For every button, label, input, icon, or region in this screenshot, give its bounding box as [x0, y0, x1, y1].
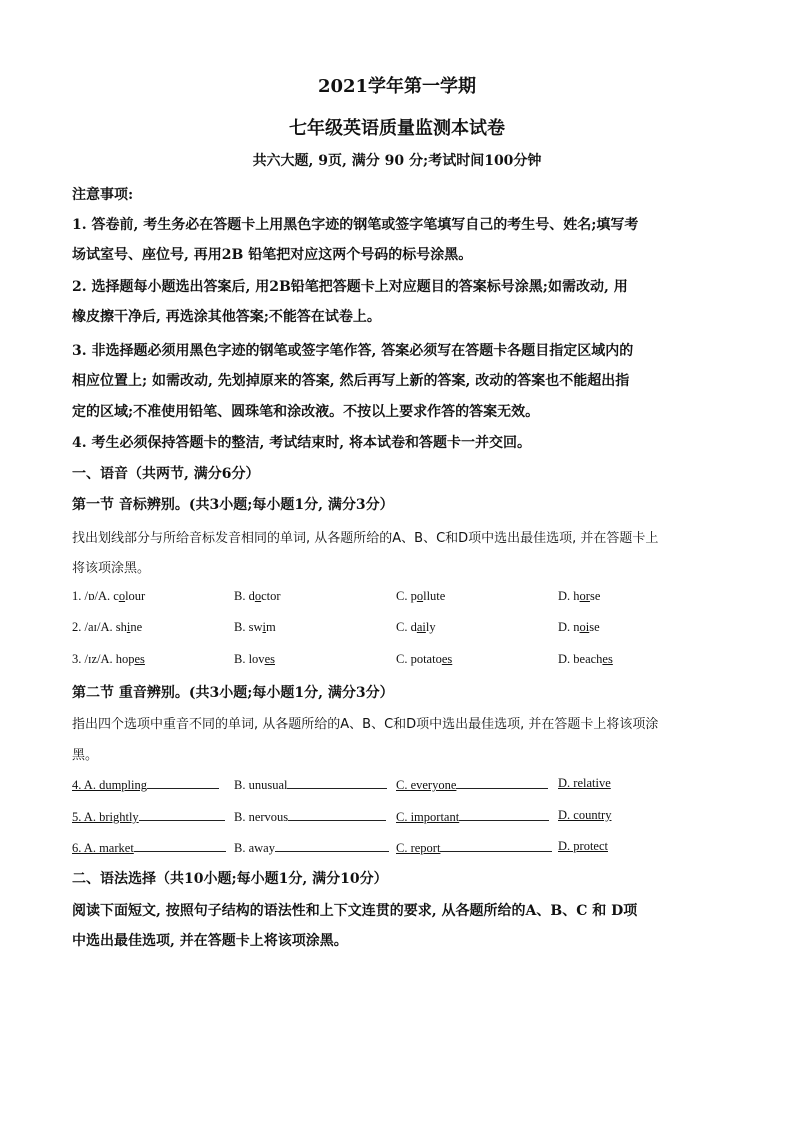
option-6a: 6. A. market — [72, 839, 226, 856]
section2-heading: 二、语法选择（共10小题;每小题1分, 满分10分） — [72, 871, 388, 887]
option-4c: C. everyone — [396, 776, 548, 793]
notice-line: 2. 选择题每小题选出答案后, 用2B铅笔把答题卡上对应题目的答案标号涂黑;如需改动, 用 — [72, 279, 628, 295]
notice-line: 3. 非选择题必须用黑色字迹的钢笔或签字笔作答, 答案必须写在答题卡各题目指定区域内的 — [72, 343, 634, 359]
part1-instructions: 将该项涂黑。 — [72, 561, 151, 576]
notice-line: 1. 答卷前, 考生务必在答题卡上用黑色字迹的钢笔或签字笔填写自己的考生号、姓名;填写考 — [72, 217, 639, 233]
option-1a: 1. /ɒ/A. colour — [72, 589, 146, 603]
option-3b: B. loves — [234, 652, 275, 666]
part2-heading: 第二节 重音辨别。(共3小题;每小题1分, 满分3分） — [72, 685, 394, 701]
option-3a: 3. /ɪz/A. hopes — [72, 652, 145, 666]
part1-heading: 第一节 音标辨别。(共3小题;每小题1分, 满分3分） — [72, 497, 394, 513]
option-6d: D. protect — [558, 839, 608, 853]
notice-line: 相应位置上; 如需改动, 先划掉原来的答案, 然后再写上新的答案, 改动的答案也不能超出指 — [72, 373, 630, 389]
option-3c: C. potatoes — [396, 652, 453, 666]
option-1b: B. doctor — [234, 589, 281, 603]
option-4d: D. relative — [558, 776, 611, 790]
option-4a: 4. A. dumpling — [72, 776, 219, 793]
notice-heading: 注意事项: — [72, 187, 134, 203]
notice-line: 橡皮擦干净后, 再选涂其他答案;不能答在试卷上。 — [72, 309, 381, 325]
option-5b: B. nervous — [234, 808, 386, 825]
option-2b: B. swim — [234, 620, 276, 634]
option-1d: D. horse — [558, 589, 601, 603]
exam-name: 七年级英语质量监测本试卷 — [289, 118, 505, 139]
option-2a: 2. /aɪ/A. shine — [72, 620, 143, 634]
exam-info: 共六大题, 9页, 满分 90 分;考试时间100分钟 — [252, 153, 542, 169]
option-6c: C. report — [396, 839, 552, 856]
option-5a: 5. A. brightly — [72, 808, 225, 825]
section2-instructions: 阅读下面短文, 按照句子结构的语法性和上下文连贯的要求, 从各题所给的A、B、C 和 D项 — [72, 903, 638, 919]
option-2d: D. noise — [558, 620, 600, 634]
option-6b: B. away — [234, 839, 389, 856]
option-5c: C. important — [396, 808, 549, 825]
section1-heading: 一、语音（共两节, 满分6分） — [72, 466, 260, 482]
part1-instructions: 找出划线部分与所给音标发音相同的单词, 从各题所给的A、B、C和D项中选出最佳选项, 并在答题卡上 — [72, 531, 659, 546]
option-3d: D. beaches — [558, 652, 613, 666]
notice-line: 4. 考生必须保持答题卡的整洁, 考试结束时, 将本试卷和答题卡一并交回。 — [72, 435, 531, 451]
option-4b: B. unusual — [234, 776, 387, 793]
option-5d: D. country — [558, 808, 612, 822]
option-2c: C. daily — [396, 620, 436, 634]
part2-instructions: 黑。 — [72, 748, 99, 763]
section2-instructions: 中选出最佳选项, 并在答题卡上将该项涂黑。 — [72, 933, 348, 949]
notice-line: 定的区域;不准使用铅笔、圆珠笔和涂改液。不按以上要求作答的答案无效。 — [72, 404, 540, 420]
notice-line: 场试室号、座位号, 再用2B 铅笔把对应这两个号码的标号涂黑。 — [72, 247, 473, 263]
part2-instructions: 指出四个选项中重音不同的单词, 从各题所给的A、B、C和D项中选出最佳选项, 并在答题卡上将该项涂 — [72, 717, 659, 732]
page-title: 2021学年第一学期 — [317, 76, 477, 97]
option-1c: C. pollute — [396, 589, 446, 603]
